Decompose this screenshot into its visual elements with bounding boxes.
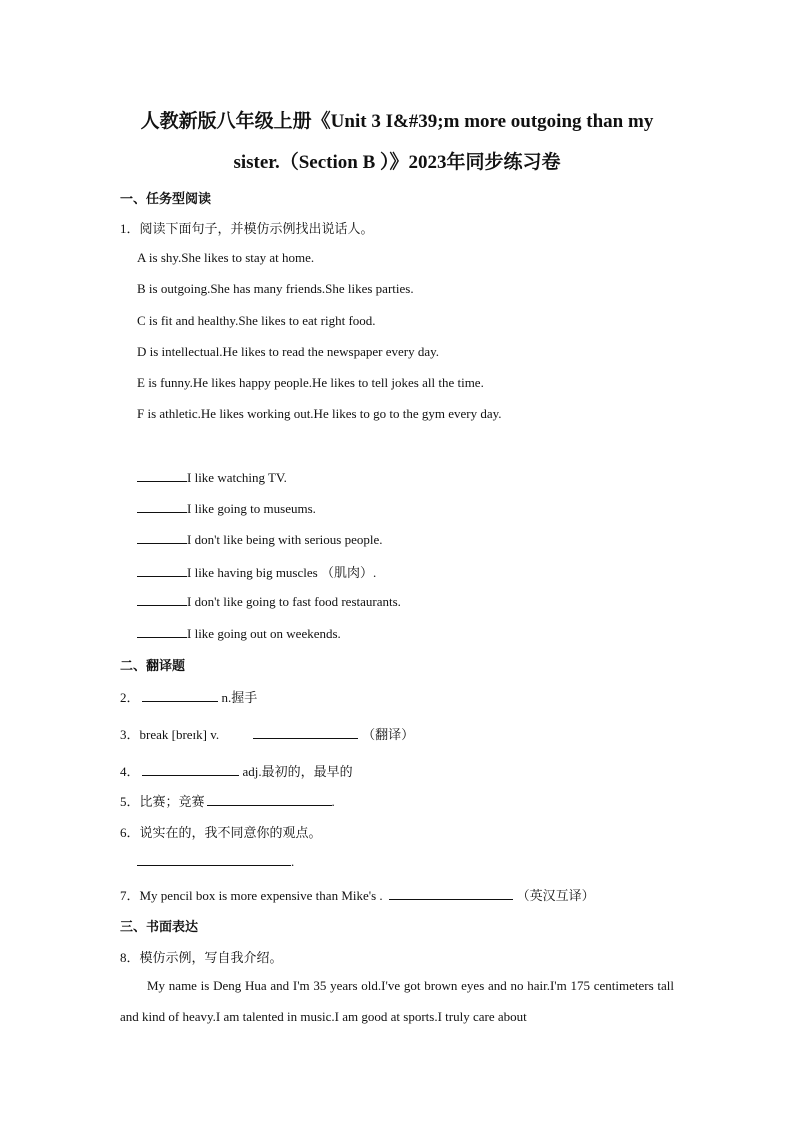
answer-text: I don't like being with serious people. xyxy=(187,532,383,547)
question-2 xyxy=(120,687,257,706)
statement-c: C is fit and healthy.She likes to eat right food. xyxy=(137,313,376,328)
sample-paragraph: My name is Deng Hua and I'm 35 years old.I've got brown eyes and no hair.I'm 175 centimeters tall and kind of heavy.I am talented in music.I am good at sports.I truly care about xyxy=(120,978,674,1024)
question-7-blank[interactable] xyxy=(389,887,513,900)
question-5-end: . xyxy=(331,794,335,809)
answer-blank[interactable] xyxy=(137,469,187,482)
question-6-end: . xyxy=(291,854,295,869)
statement-b: B is outgoing.She has many friends.She likes parties. xyxy=(137,281,414,296)
section-heading-writing: 三、书面表达 xyxy=(120,919,199,934)
answer-text: I like watching TV. xyxy=(187,470,287,485)
answer-text: I like having big muscles （肌肉）. xyxy=(187,565,377,580)
question-8-prompt: 8．模仿示例，写自我介绍。 xyxy=(120,950,283,965)
answer-blank[interactable] xyxy=(137,564,187,577)
answer-row xyxy=(137,500,316,517)
statement-e: E is funny.He likes happy people.He likes to tell jokes all the time. xyxy=(137,375,484,390)
question-4-hint: adj.最初的，最早的 xyxy=(242,764,353,779)
question-2-hint: n.握手 xyxy=(221,690,258,705)
question-3-text: 3．break [breɪk] v. xyxy=(120,727,220,742)
question-6-prompt: 6．说实在的，我不同意你的观点。 xyxy=(120,825,322,840)
question-6-blank[interactable] xyxy=(137,853,291,866)
question-3-blank[interactable] xyxy=(253,726,358,739)
answer-text: I like going out on weekends. xyxy=(187,626,341,641)
answer-row xyxy=(137,531,383,548)
question-5-text: 5．比赛；竞赛 xyxy=(120,794,205,809)
answer-text: I don't like going to fast food restaurants. xyxy=(187,594,401,609)
question-1-prompt: 1．阅读下面句子，并模仿示例找出说话人。 xyxy=(120,221,374,236)
question-4-number: 4． xyxy=(120,764,140,779)
question-7-hint: （英汉互译） xyxy=(516,888,595,903)
question-5-blank[interactable] xyxy=(207,793,332,806)
answer-text: I like going to museums. xyxy=(187,501,316,516)
question-6-answer xyxy=(137,853,294,870)
page-title-line-1: 人教新版八年级上册《Unit 3 I&#39;m more outgoing than my xyxy=(140,111,654,132)
answer-blank[interactable] xyxy=(137,500,187,513)
answer-row xyxy=(137,562,376,581)
question-3 xyxy=(120,724,414,743)
answer-row xyxy=(137,469,287,486)
question-7-text: 7．My pencil box is more expensive than Mike's . xyxy=(120,888,383,903)
answer-blank[interactable] xyxy=(137,593,187,606)
section-heading-translation: 二、翻译题 xyxy=(120,658,186,673)
question-2-number: 2． xyxy=(120,690,140,705)
answer-blank[interactable] xyxy=(137,625,187,638)
question-5 xyxy=(120,791,335,810)
question-4 xyxy=(120,761,353,780)
question-3-hint: （翻译） xyxy=(362,727,415,742)
answer-row xyxy=(137,625,341,642)
answer-row xyxy=(137,593,401,610)
statement-d: D is intellectual.He likes to read the newspaper every day. xyxy=(137,344,440,359)
question-2-blank[interactable] xyxy=(142,689,218,702)
statement-f: F is athletic.He likes working out.He likes to go to the gym every day. xyxy=(137,406,502,421)
answer-blank[interactable] xyxy=(137,531,187,544)
question-4-blank[interactable] xyxy=(142,763,239,776)
section-heading-reading: 一、任务型阅读 xyxy=(120,191,212,206)
statement-a: A is shy.She likes to stay at home. xyxy=(137,250,315,265)
page-title-line-2: sister.（Section B ）》2023年同步练习卷 xyxy=(233,152,561,173)
question-7 xyxy=(120,885,595,904)
